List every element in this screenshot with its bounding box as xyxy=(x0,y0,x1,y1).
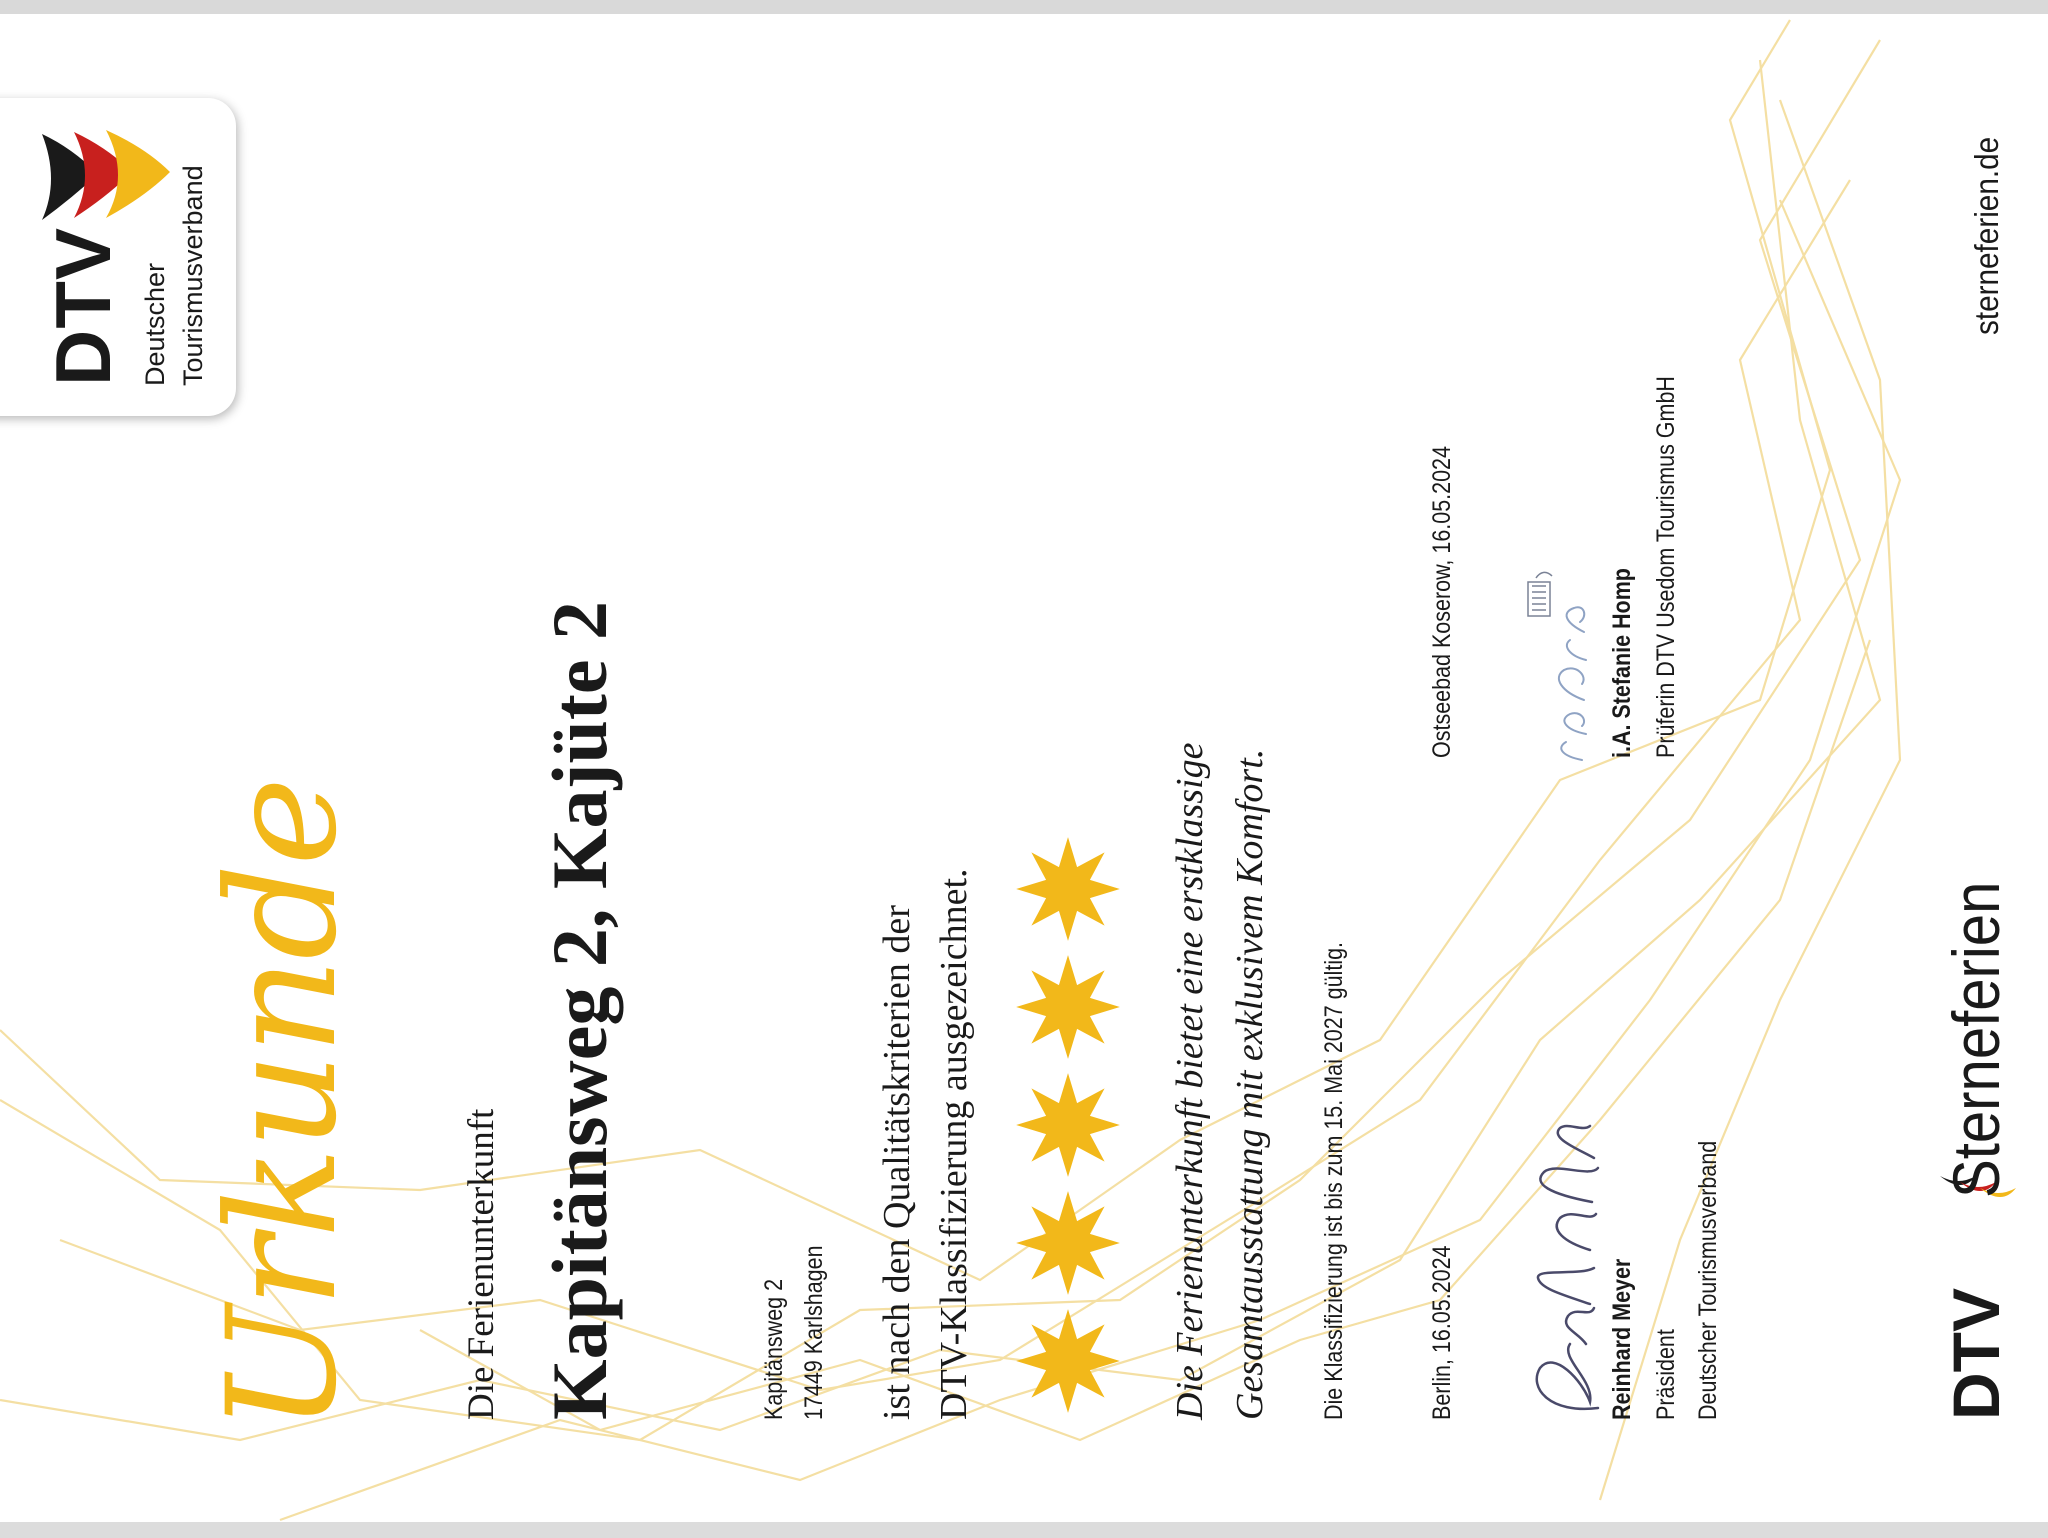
certificate-heading: Urkunde xyxy=(196,778,370,1432)
star-icon xyxy=(1014,1189,1122,1297)
address-line2: 17449 Karlshagen xyxy=(800,1245,828,1420)
brand-sterneferien-text: Sterneferien xyxy=(1939,881,2013,1198)
logo-subtitle-line1: Deutscher xyxy=(140,262,170,386)
signature-homp xyxy=(1522,560,1602,770)
signatory-left-place-date: Berlin, 16.05.2024 xyxy=(1428,1245,1456,1420)
intro-text: Die Ferienunterkunft xyxy=(461,1108,502,1420)
signatory-right-role: Prüferin DTV Usedom Tourismus GmbH xyxy=(1652,376,1680,758)
star-icon xyxy=(1014,953,1122,1061)
star-rating xyxy=(1010,835,1126,1425)
address-line1: Kapitänsweg 2 xyxy=(760,1278,788,1420)
screenshot-frame-bottom xyxy=(0,1522,2048,1538)
signatory-right-name: i.A. Stefanie Homp xyxy=(1608,568,1636,758)
award-text-line2: DTV-Klassifizierung ausgezeichnet. xyxy=(933,868,975,1420)
star-icon xyxy=(1014,1071,1122,1179)
brand-dtv-text: DTV xyxy=(1939,1288,2013,1420)
website-url: sterneferien.de xyxy=(1968,136,2005,335)
signatory-left-organization: Deutscher Tourismusverband xyxy=(1694,1140,1722,1420)
validity-text: Die Klassifizierung ist bis zum 15. Mai 2027 gültig. xyxy=(1320,942,1348,1420)
signatory-left-name: Reinhard Meyer xyxy=(1608,1258,1636,1420)
award-text-line1: ist nach den Qualitätskriterien der xyxy=(876,905,918,1420)
signature-meyer xyxy=(1520,1118,1610,1428)
description-line2: Gesamtausstattung mit exklusivem Komfort. xyxy=(1229,748,1271,1420)
logo-subtitle-line2: Tourismusverband xyxy=(178,165,208,386)
dtv-chevron-logo-icon xyxy=(36,126,176,230)
description-line1: Die Ferienunterkunft bietet eine erstklassige xyxy=(1169,742,1211,1420)
star-icon xyxy=(1014,1307,1122,1415)
star-icon xyxy=(1014,835,1122,943)
logo-dtv-text: DTV xyxy=(39,227,127,386)
property-name: Kapitänsweg 2, Kajüte 2 xyxy=(536,601,623,1420)
signatory-right-place-date: Ostseebad Koserow, 16.05.2024 xyxy=(1428,446,1456,758)
signatory-left-role: Präsident xyxy=(1652,1329,1680,1420)
